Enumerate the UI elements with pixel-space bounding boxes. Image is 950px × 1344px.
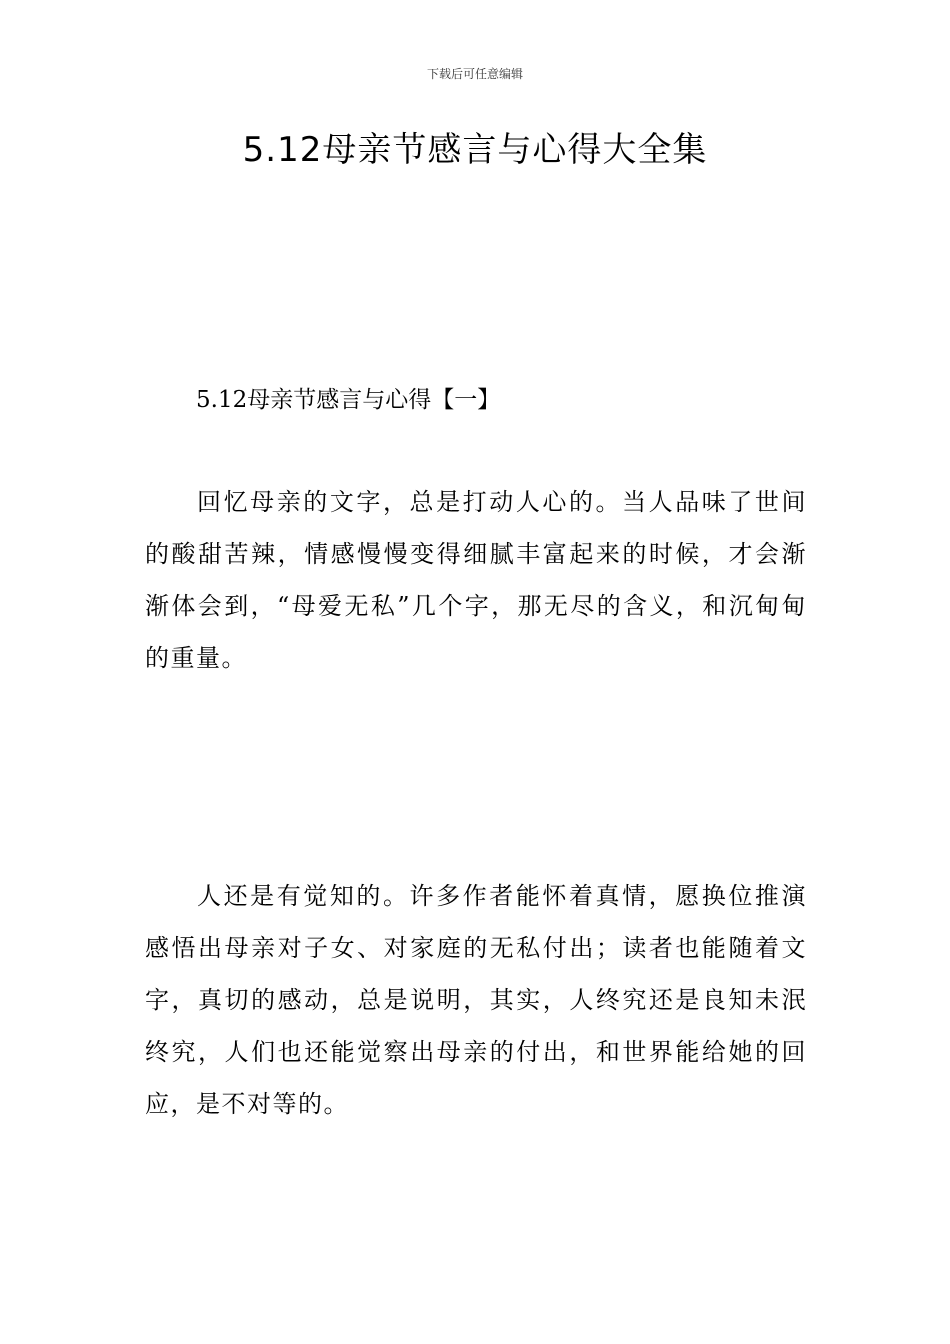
header-note: 下载后可任意编辑 xyxy=(426,67,523,81)
page-title: 5.12母亲节感言与心得大全集 xyxy=(242,130,708,170)
section-heading: 5.12母亲节感言与心得【一】 xyxy=(196,387,501,413)
paragraph: 人还是有觉知的。许多作者能怀着真情，愿换位推演感悟出母亲对子女、对家庭的无私付出；读者也能随着文字，真切的感动，总是说明，其实，人终究还是良知未泯终究，人们也还能觉察出母亲的付出，和世界能给她的回应，是不对等的。 xyxy=(145,882,807,1118)
paragraph: 回忆母亲的文字，总是打动人心的。当人品味了世间的酸甜苦辣，情感慢慢变得细腻丰富起来的时候，才会渐渐体会到，“母爱无私”几个字，那无尽的含义，和沉甸甸的重量。 xyxy=(145,488,807,672)
